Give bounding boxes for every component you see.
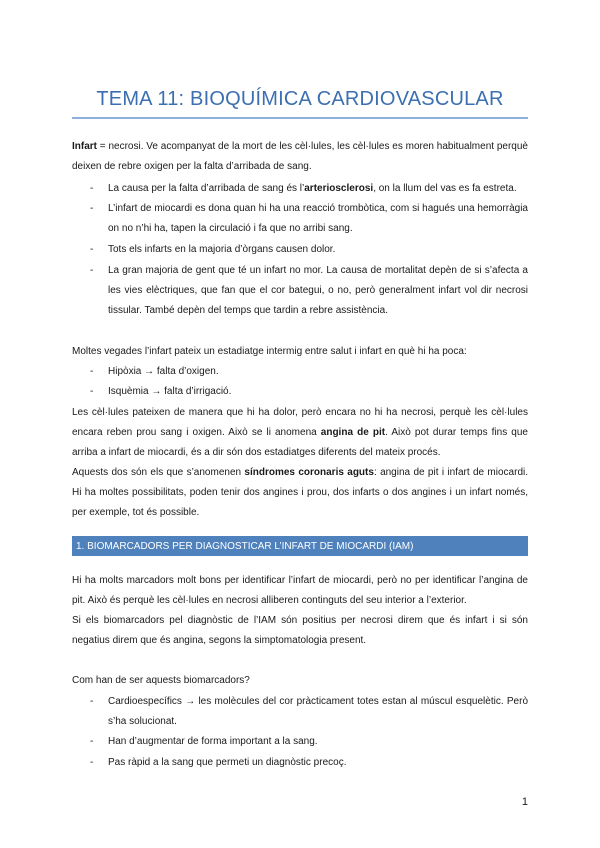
list-item-text: Pas ràpid a la sang que permeti un diagnòstic precoç. (108, 757, 347, 768)
list-item-text: , on la llum del vas es fa estreta. (373, 183, 517, 194)
title-underline (72, 117, 528, 119)
intro-paragraph (72, 137, 528, 177)
paragraph-markers: Hi ha molts marcadors molt bons per identificar l’infart de miocardi, però no per identificar l’angina de pit. Això és perquè les cèl·lules en necrosi alliberen continguts del seu interior a l’exterior. (72, 575, 528, 606)
bullet-dash: - (90, 265, 94, 276)
list-item-text: Han d’augmentar de forma important a la sang. (108, 736, 318, 747)
intro-term: Infart (72, 141, 97, 152)
list-item (90, 362, 528, 382)
paragraph-diagnostic: Si els biomarcadors pel diagnòstic de l’IAM són positius per necrosi direm que és infart i si són negatius direm que és angina, segons la simptomatologia present. (72, 615, 528, 646)
list-item-bold: arteriosclerosi (304, 183, 374, 194)
bullet-dash: - (90, 366, 94, 377)
paragraph-intermediate: Moltes vegades l’infart pateix un estadiatge intermig entre salut i infart en què hi ha poca: (72, 346, 467, 357)
question-line: Com han de ser aquests biomarcadors? (72, 675, 250, 686)
list-item-text: La causa per la falta d’arribada de sang és l’ (108, 183, 305, 194)
list-item (90, 753, 528, 773)
list-item (90, 179, 528, 199)
syndromes-term: síndromes coronaris aguts (244, 467, 374, 478)
list-item (90, 692, 528, 732)
angina-term: angina de pit (320, 427, 386, 438)
paragraph-angina: Les cèl·lules pateixen de manera que hi ha dolor, però encara no hi ha necrosi, perquè les cèl·lules encara reben prou sang i oxigen. Això se li anomena angina de pit. Això pot durar temps fins que arriba a infart de miocardi, és a dir són dos estadiatges diferents del mateix procés. (72, 407, 528, 458)
bullet-dash: - (90, 203, 94, 214)
section-heading: 1. BIOMARCADORS PER DIAGNOSTICAR L’INFART DE MIOCARDI (IAM) (76, 541, 414, 552)
list-item-text: L’infart de miocardi es dona quan hi ha una reacció trombòtica, com si hagués una hemorràgia on no n’hi ha, tapen la circulació i fa que no arribi sang. (108, 203, 528, 234)
list-item (90, 240, 528, 260)
list-item (90, 732, 528, 752)
section-heading-bar (72, 536, 528, 556)
paragraph-syndromes: Aquests dos són els que s’anomenen síndromes coronaris aguts: angina de pit i infart de miocardi. Hi ha moltes possibilitats, poden tenir dos angines i prou, dos infarts o dos angines i un infart només, per exemple, tot és possible. (72, 467, 529, 518)
list-item-text: Hipòxia → falta d’oxigen. (108, 366, 219, 377)
bullet-dash: - (90, 244, 94, 255)
bullet-dash: - (90, 183, 94, 194)
list-item-text: Tots els infarts en la majoria d’òrgans causen dolor. (108, 244, 336, 255)
page-number: 1 (521, 796, 528, 808)
list-item-text: Isquèmia → falta d’irrigació. (108, 386, 232, 397)
intro-text: = necrosi. Ve acompanyat de la mort de les cèl·lules, les cèl·lules es moren habitualment perquè deixen de rebre oxigen per la falta d’arribada de sang. (72, 141, 528, 172)
bullet-dash: - (90, 386, 94, 397)
bullet-dash: - (90, 696, 94, 707)
list-item-text: La gran majoria de gent que té un infart no mor. La causa de mortalitat depèn de si s’afecta a les vies elèctriques, que fan que el cor bategui, o no, però generalment infart vol dir necrosi tissular. També depèn del temps que tardin a rebre assistència. (108, 265, 528, 316)
list-item (90, 261, 528, 321)
page-title: TEMA 11: BIOQUÍMICA CARDIOVASCULAR (96, 88, 504, 110)
list-item (90, 199, 528, 239)
list-item-text: Cardioespecífics → les molècules del cor pràcticament totes estan al múscul esquelètic. Però s’ha solucionat. (108, 696, 528, 727)
list-item (90, 382, 528, 402)
bullet-dash: - (90, 736, 94, 747)
bullet-dash: - (90, 757, 94, 768)
